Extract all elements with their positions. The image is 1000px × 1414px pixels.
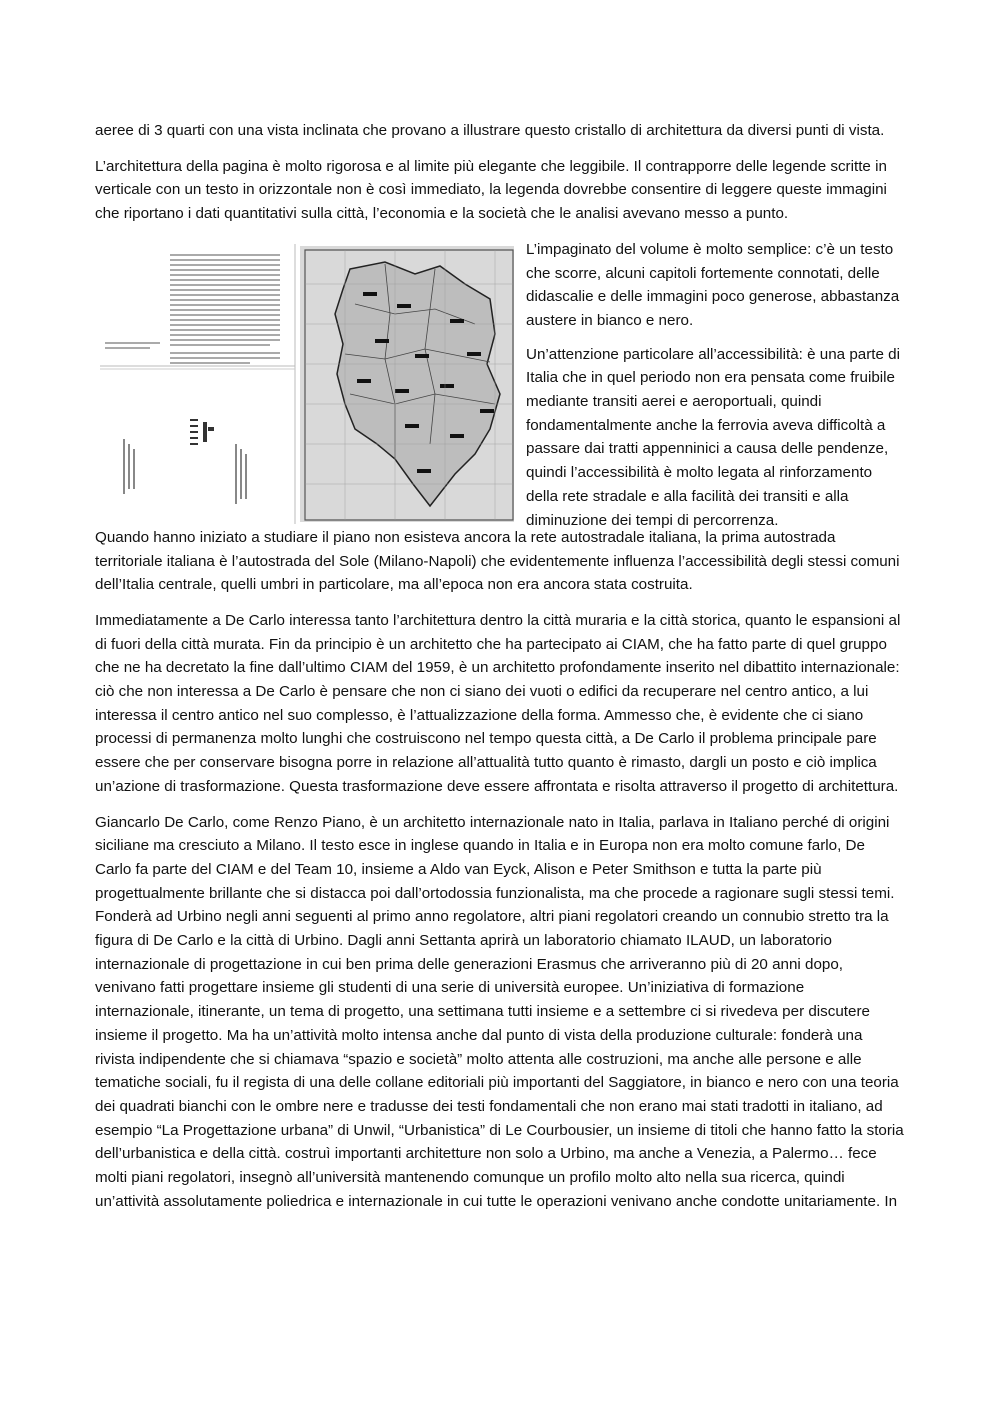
map-page-icon — [95, 244, 516, 524]
paragraph-4: Immediatamente a De Carlo interessa tanto l’architettura dentro la città muraria e la città storica, quanto le espansioni al di fuori della città murata. Fin da principio è un architetto che ha partecipato ai CIAM, che ha fatto parte di quel gruppo che ne ha decretato la fine dall’ultimo CIAM del 1959, è un architetto profondamente inserito nel dibattito internazionale: ciò che non interessa a De Carlo è pensare che non ci siano dei vuoti o edifici da recuperare nel centro antico, a lui interessa il centro antico nel suo complesso, è l’attualizzazione della forma. Ammesso che, è evidente che ci siano processi di permanenza molto lunghi che costruiscono nel tempo questa città, a De Carlo il problema principale pare essere che per conservare bisogna porre in relazione all’attualità tutto quanto è rimasto, dargli un posto e ciò implica un’azione di trasformazione. Questa trasformazione deve essere affrontata e risolta attraverso il progetto di architettura. — [95, 611, 901, 795]
side-text — [526, 238, 905, 542]
paragraph-1: aeree di 3 quarti con una vista inclinata che provano a illustrare questo cristallo di architettura da diversi punti di vista. — [95, 122, 885, 139]
paragraph-5: Giancarlo De Carlo, come Renzo Piano, è un architetto internazionale nato in Italia, parlava in Italiano perché di origini siciliane ma cresciuto a Milano. Il testo esce in inglese quando in Italia e in Europa non era molto comune farlo, De Carlo fa parte del CIAM e del Team 10, insieme a Aldo van Eyck, Alison e Peter Smithson e tutta la parte più progettualmente brillante che si distacca poi dall’ortodossia funzionalista, ma che procede a ragionare sugli stessi temi. Fonderà ad Urbino negli anni seguenti al primo anno regolatore, altri piani regolatori creando un connubio stretto tra la figura di De Carlo e la città di Urbino. Dagli anni Settanta aprirà un laboratorio chiamato ILAUD, un laboratorio internazionale di progettazione in cui ben prima delle generazioni Erasmus che arriveranno più di 20 anni dopo, venivano fatti progettare insieme gli studenti di una serie di università europee. Un’iniziativa di formazione internazionale, itinerante, un tema di progetto, una settimana tutti insieme e a settembre ci si rivedeva per discutere insieme il progetto. Ma ha un’attività molto intensa anche dal punto di vista della produzione culturale: fonderà una rivista indipendente che si chiamava “spazio e società” molto attenta alle costruzioni, ma anche alle persone e alle tematiche sociali, fu il regista di una delle collane editoriali più importanti del Saggiatore, in bianco e nero con una teoria dei quadrati bianchi con le ombre nere e tradusse dei testi fondamentali che non erano mai stati tradotti in italiano, ad esempio “La Progettazione urbana” di Unwil, “Urbanistica” di Le Courbousier, un insieme di titoli che hanno fatto la storia dell’urbanistica e della città. costruì importanti architetture non solo a Urbino, ma anche a Venezia, a Palermo… fece molti piani regolatori, insegnò all’università mantenendo comunque un profilo molto alto nella sua ricerca, quindi un’attività assolutamente poliedrica e internazionale in cui tutte le operazioni venivano anche condotte unitariamente. In — [95, 813, 904, 1210]
map-figure — [95, 244, 516, 524]
side-paragraph-2: Un’attenzione particolare all’accessibilità: è una parte di Italia che in quel periodo non era pensata come fruibile mediante transiti aerei e aeroportuali, quindi fondamentalmente anche la ferrovia aveva difficoltà a passare dai tratti appenninici a causa delle pendenze, quindi l’accessibilità è molto legata al rinforzamento della rete stradale e alla facilità dei transiti e alla diminuzione dei tempi di percorrenza. — [526, 345, 900, 529]
body-text — [95, 119, 905, 1226]
figure-block — [95, 238, 905, 530]
paragraph-3: Quando hanno iniziato a studiare il piano non esisteva ancora la rete autostradale italiana, la prima autostrada territoriale italiana è l’autostrada del Sole (Milano-Napoli) che evidentemente influenza l’accessibilità degli stessi comuni dell’Italia centrale, quelli umbri in particolare, ma all’epoca non era ancora stata costruita. — [95, 528, 900, 594]
side-paragraph-1: L’impaginato del volume è molto semplice: c’è un testo che scorre, alcuni capitoli fortemente connotati, delle didascalie e delle immagini poco generose, abbastanza austere in bianco e nero. — [526, 240, 900, 329]
paragraph-2: L’architettura della pagina è molto rigorosa e al limite più elegante che leggibile. Il contrapporre delle legende scritte in verticale con un testo in orizzontale non è così immediato, la legenda dovrebbe consentire di leggere queste immagini che riportano i dati quantitativi sulla città, l’economia e la società che le analisi avevano messo a punto. — [95, 157, 887, 223]
